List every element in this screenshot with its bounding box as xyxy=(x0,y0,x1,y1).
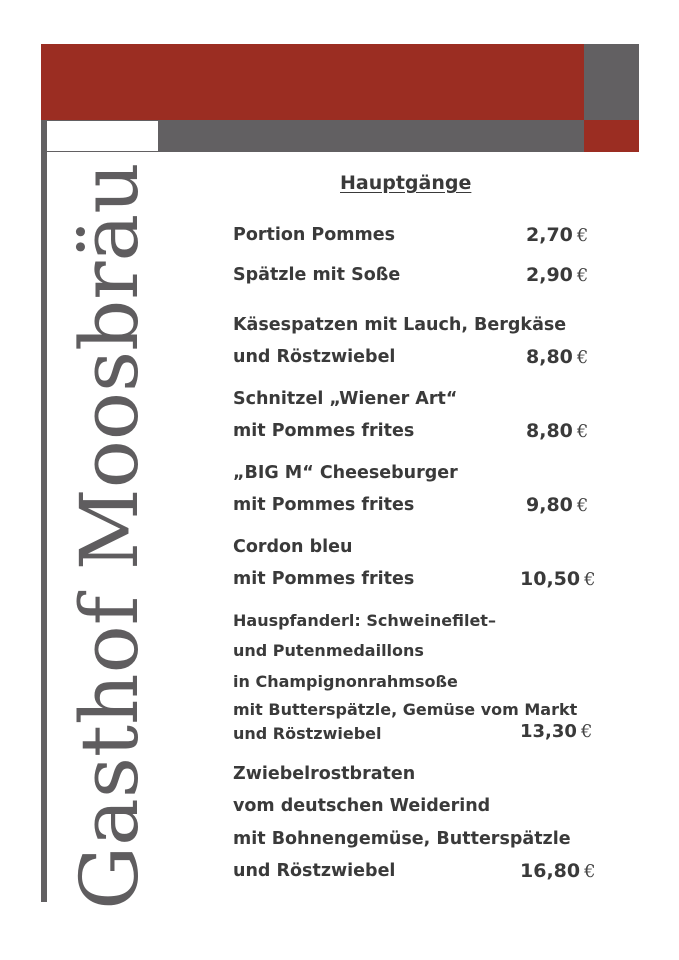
menu-item-price: 8,80 € xyxy=(526,420,589,442)
mid-grey-band xyxy=(159,120,584,152)
side-grey-bar xyxy=(41,120,47,902)
menu-item-line: Schnitzel „Wiener Art“ xyxy=(233,389,458,409)
menu-item-line: Hauspfanderl: Schweinefilet– xyxy=(233,611,496,630)
section-title: Hauptgänge xyxy=(340,172,472,194)
menu-item-line: und Röstzwiebel xyxy=(233,724,382,743)
menu-item-line: und Röstzwiebel xyxy=(233,347,396,367)
menu-item-line: Portion Pommes xyxy=(233,225,396,245)
euro-symbol: € xyxy=(576,225,589,246)
menu-item-price: 2,70 € xyxy=(526,224,589,246)
brand-name: Gasthof Moosbräu xyxy=(63,162,156,910)
euro-symbol: € xyxy=(584,569,596,590)
euro-symbol: € xyxy=(580,721,593,742)
euro-symbol: € xyxy=(584,861,596,882)
menu-item-price: 10,50 € xyxy=(520,568,596,590)
menu-item-line: mit Pommes frites xyxy=(233,421,415,441)
menu-item-line: mit Pommes frites xyxy=(233,569,415,589)
mid-red-corner xyxy=(584,120,639,152)
menu-item-line: Spätzle mit Soße xyxy=(233,265,401,285)
mid-white-band xyxy=(47,120,159,152)
top-grey-corner xyxy=(584,44,639,120)
menu-item-price: 2,90 € xyxy=(526,264,589,286)
menu-item-line: vom deutschen Weiderind xyxy=(233,796,491,816)
euro-symbol: € xyxy=(576,265,589,286)
menu-item-line: und Röstzwiebel xyxy=(233,861,396,881)
menu-item-line: mit Pommes frites xyxy=(233,495,415,515)
menu-item-line: mit Bohnengemüse, Butterspätzle xyxy=(233,829,571,849)
menu-item-line: Zwiebelrostbraten xyxy=(233,764,416,784)
menu-item-line: „BIG M“ Cheeseburger xyxy=(233,463,458,483)
menu-item-price: 16,80 € xyxy=(520,860,596,882)
menu-item-price: 13,30 € xyxy=(520,721,593,742)
menu-item-line: in Champignonrahmsoße xyxy=(233,672,458,691)
menu-item-line: Cordon bleu xyxy=(233,537,353,557)
menu-item-line: Käsespatzen mit Lauch, Bergkäse xyxy=(233,315,567,335)
menu-item-price: 9,80 € xyxy=(526,494,589,516)
top-red-band xyxy=(41,44,584,120)
menu-item-price: 8,80 € xyxy=(526,346,589,368)
euro-symbol: € xyxy=(576,421,589,442)
menu-item-line: und Putenmedaillons xyxy=(233,641,424,660)
euro-symbol: € xyxy=(576,347,589,368)
menu-item-line: mit Butterspätzle, Gemüse vom Markt xyxy=(233,700,578,719)
euro-symbol: € xyxy=(576,495,589,516)
